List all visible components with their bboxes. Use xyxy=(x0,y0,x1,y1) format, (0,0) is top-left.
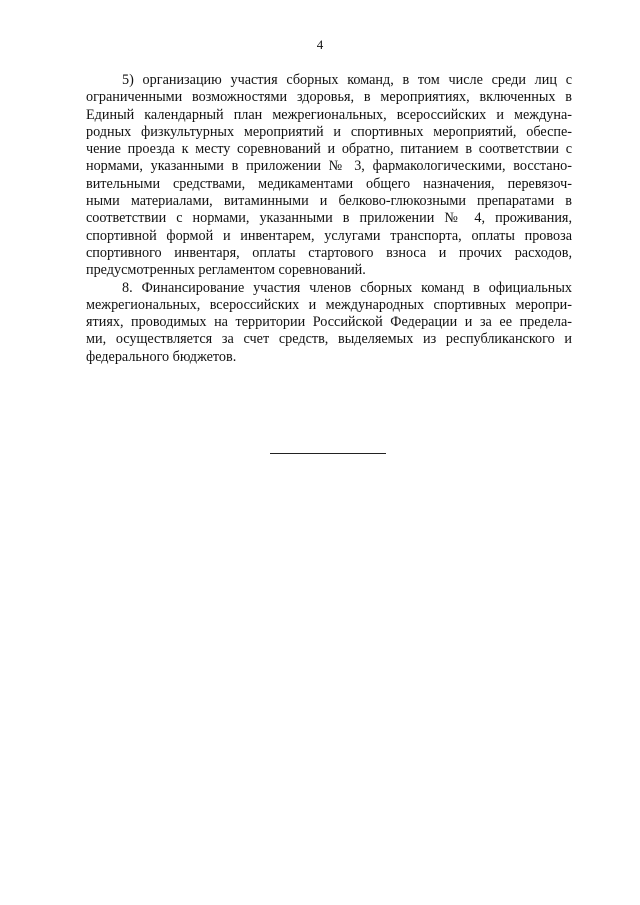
paragraph-item-5-clause xyxy=(86,72,572,280)
text-line: предусмотренных регламентом соревнований. xyxy=(86,262,366,279)
text-line: федерального бюджетов. xyxy=(86,348,237,365)
text-line: 8. Финансирование участия членов сборных команд в официальных xyxy=(122,279,572,296)
paragraph-section-8 xyxy=(86,280,572,366)
text-line: 5) организацию участия сборных команд, в том числе среди лиц с xyxy=(122,72,572,88)
text-line: соответствии с нормами, указанными в приложении № 4, проживания, xyxy=(86,210,572,227)
text-line: нормами, указанными в приложении № 3, фармакологическими, восстано- xyxy=(86,158,572,175)
text-line: родных физкультурных мероприятий и спортивных мероприятий, обеспе- xyxy=(86,123,572,140)
page-number: 4 xyxy=(316,37,324,52)
text-line: Единый календарный план межрегиональных, всероссийских и междуна- xyxy=(86,106,572,123)
text-line: ми, осуществляется за счет средств, выделяемых из республиканского и xyxy=(86,331,572,348)
text-line: ными материалами, витаминными и белково-глюкозными препаратами в xyxy=(86,193,572,210)
text-line: чение проезда к месту соревнований и обратно, питанием в соответствии с xyxy=(86,141,572,158)
text-line: ограниченными возможностями здоровья, в мероприятиях, включенных в xyxy=(86,89,572,106)
text-line: вительными средствами, медикаментами общего назначения, перевязоч- xyxy=(86,175,572,192)
text-line: ятиях, проводимых на территории Российской Федерации и за ее предела- xyxy=(86,314,572,331)
end-of-text-rule xyxy=(270,453,386,454)
text-line: спортивного инвентаря, оплаты стартового взноса и прочих расходов, xyxy=(86,244,572,261)
document-body xyxy=(86,72,572,366)
text-line: межрегиональных, всероссийских и международных спортивных меропри- xyxy=(86,296,572,313)
text-line: спортивной формой и инвентарем, услугами транспорта, оплаты провоза xyxy=(86,227,572,244)
